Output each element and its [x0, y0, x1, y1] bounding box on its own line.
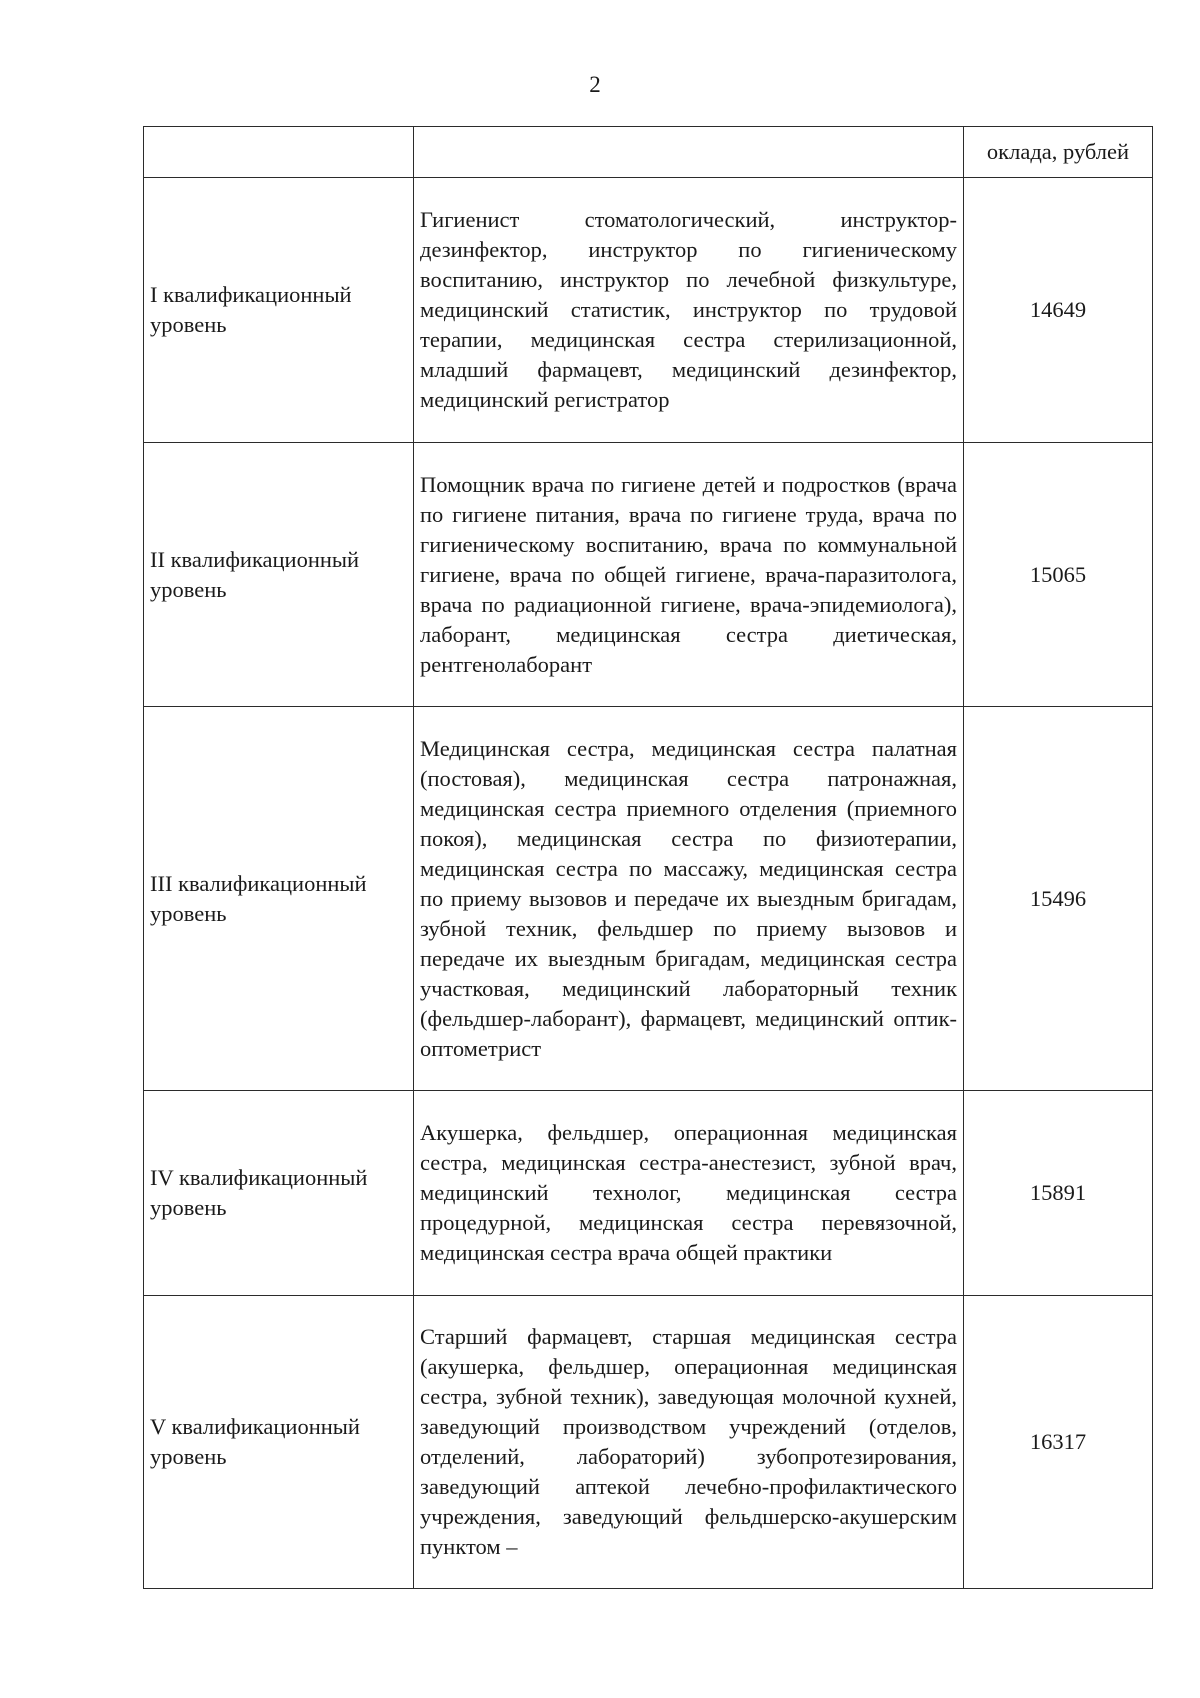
table-row [144, 443, 1153, 707]
qualification-level-cell: IV квалификационный уровень [144, 1091, 414, 1296]
positions-cell: Гигиенист стоматологический, инструктор-дезинфектор, инструктор по гигиеническому воспитанию, инструктор по лечебной физкультуре, медицинский статистик, инструктор по трудовой терапии, медицинская сестра стерилизационной, младший фармацевт, медицинский дезинфектор, медицинский регистратор [414, 178, 964, 443]
table-row [144, 1091, 1153, 1296]
positions-cell: Медицинская сестра, медицинская сестра палатная (постовая), медицинская сестра патронажная, медицинская сестра приемного отделения (приемного покоя), медицинская сестра по физиотерапии, медицинская сестра по массажу, медицинская сестра по приему вызовов и передаче их выездным бригадам, зубной техник, фельдшер по приему вызовов и передаче их выездным бригадам, медицинская сестра участковая, медицинский лабораторный техник (фельдшер-лаборант), фармацевт, медицинский оптик-оптометрист [414, 707, 964, 1091]
table-row [144, 178, 1153, 443]
table-row [144, 1296, 1153, 1589]
positions-cell: Помощник врача по гигиене детей и подростков (врача по гигиене питания, врача по гигиене труда, врача по гигиеническому воспитанию, врача по коммунальной гигиене, врача по общей гигиене, врача-паразитолога, врача по радиационной гигиене, врача-эпидемиолога), лаборант, медицинская сестра диетическая, рентгенолаборант [414, 443, 964, 707]
qualification-level-cell: II квалификационный уровень [144, 443, 414, 707]
salary-table [143, 126, 1153, 1589]
table-header-row [144, 127, 1153, 178]
header-cell-level [144, 127, 414, 178]
positions-cell: Акушерка, фельдшер, операционная медицинская сестра, медицинская сестра-анестезист, зубной врач, медицинский технолог, медицинская сестра процедурной, медицинская сестра перевязочной, медицинская сестра врача общей практики [414, 1091, 964, 1296]
header-cell-salary-unit: оклада, рублей [964, 127, 1153, 178]
salary-cell: 14649 [964, 178, 1153, 443]
qualification-level-cell: III квалификационный уровень [144, 707, 414, 1091]
qualification-level-cell: I квалификационный уровень [144, 178, 414, 443]
page-number: 2 [589, 72, 601, 97]
salary-cell: 15065 [964, 443, 1153, 707]
table-row [144, 707, 1153, 1091]
salary-cell: 15496 [964, 707, 1153, 1091]
header-cell-positions [414, 127, 964, 178]
positions-cell: Старший фармацевт, старшая медицинская сестра (акушерка, фельдшер, операционная медицинская сестра, зубной техник), заведующая молочной кухней, заведующий производством учреждений (отделов, отделений, лабораторий) зубопротезирования, заведующий аптекой лечебно-профилактического учреждения, заведующий фельдшерско-акушерским пунктом – [414, 1296, 964, 1589]
salary-cell: 15891 [964, 1091, 1153, 1296]
salary-cell: 16317 [964, 1296, 1153, 1589]
qualification-level-cell: V квалификационный уровень [144, 1296, 414, 1589]
